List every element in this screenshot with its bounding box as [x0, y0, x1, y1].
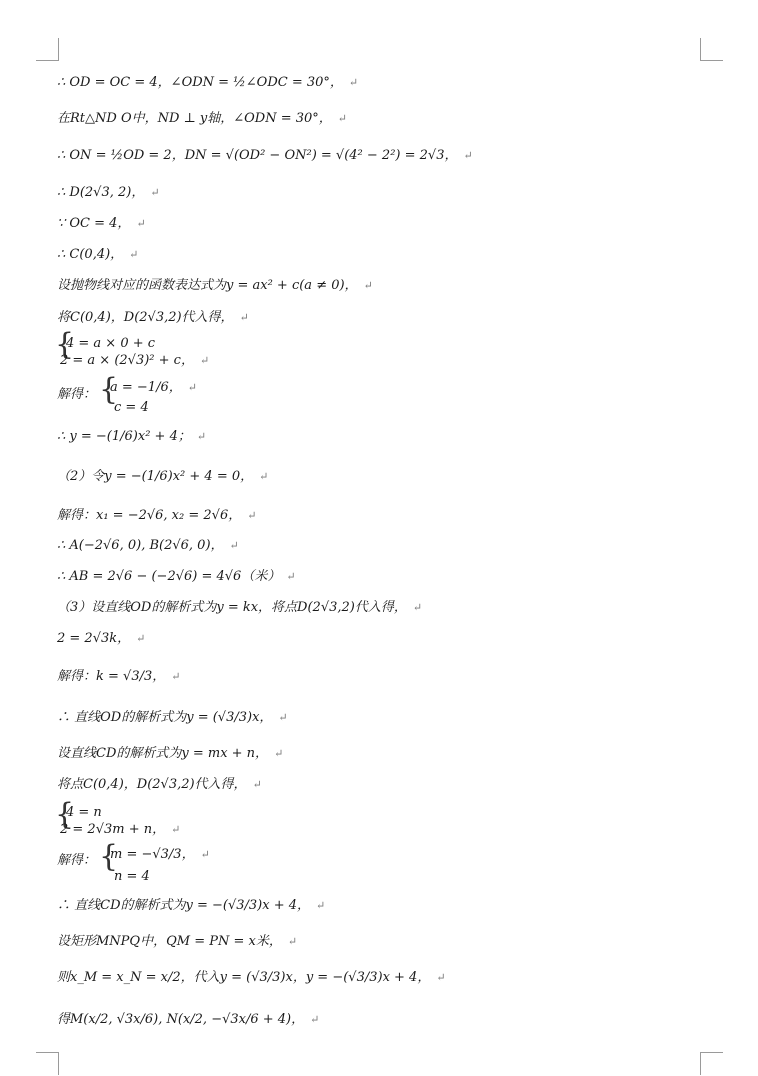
line-text: 在Rt△ND O中，ND ⊥ y轴，∠ODN = 30°， [57, 111, 332, 126]
equation-brace: { [55, 327, 75, 362]
text-line [57, 852, 96, 870]
line-text: ∴ 直线OD的解析式为y = (√3/3)x， [57, 710, 273, 725]
line-text: ∴ A(−2√6, 0), B(2√6, 0)， [57, 538, 224, 553]
text-line [57, 1011, 319, 1029]
paragraph-mark-icon: ↵ [278, 711, 288, 724]
line-text: ∴ AB = 2√6 − (−2√6) = 4√6（米） [57, 569, 281, 584]
paragraph-mark-icon: ↵ [150, 186, 160, 199]
text-line [57, 468, 268, 486]
equation-brace: { [99, 839, 119, 874]
line-text: 将点C(0,4)，D(2√3,2)代入得， [57, 777, 247, 792]
text-line [57, 969, 446, 987]
paragraph-mark-icon: ↵ [259, 470, 269, 483]
line-text: ∴ D(2√3, 2)， [57, 185, 145, 200]
text-line [57, 110, 347, 128]
paragraph-mark-icon: ↵ [171, 670, 181, 683]
text-line [57, 776, 262, 794]
text-line [57, 897, 325, 915]
paragraph-mark-icon: ↵ [187, 381, 197, 394]
paragraph-mark-icon: ↵ [171, 823, 181, 836]
line-text: ∴ y = −(1/6)x² + 4； [57, 429, 191, 444]
paragraph-mark-icon: ↵ [247, 509, 257, 522]
text-line [66, 335, 155, 353]
text-line [57, 668, 180, 686]
paragraph-mark-icon: ↵ [337, 112, 347, 125]
crop-mark-top-right [700, 38, 723, 61]
line-text: 则x_M = x_N = x/2，代入y = (√3/3)x，y = −(√3/3)x + 4， [57, 970, 431, 985]
line-text: 2 = 2√3k， [57, 631, 131, 646]
paragraph-mark-icon: ↵ [363, 279, 373, 292]
text-line [57, 215, 146, 233]
text-line [110, 846, 210, 864]
text-line [57, 745, 283, 763]
text-line [57, 507, 256, 525]
text-line [57, 537, 239, 555]
paragraph-mark-icon: ↵ [310, 1013, 320, 1026]
text-line [57, 709, 288, 727]
line-text: ∴ C(0,4)， [57, 247, 124, 262]
paragraph-mark-icon: ↵ [136, 217, 146, 230]
line-text: （2）令y = −(1/6)x² + 4 = 0， [57, 469, 254, 484]
line-text: a = −1/6， [110, 380, 182, 395]
line-text: 将C(0,4)，D(2√3,2)代入得， [57, 310, 234, 325]
text-line [57, 147, 473, 165]
line-text: m = −√3/3， [110, 847, 195, 862]
line-text: ∵ OC = 4， [57, 216, 131, 231]
line-text: 设矩形MNPQ中，QM = PN = x米， [57, 934, 282, 949]
paragraph-mark-icon: ↵ [316, 899, 326, 912]
text-line [57, 386, 96, 404]
line-text: c = 4 [114, 400, 149, 415]
line-text: 4 = a × 0 + c [66, 336, 156, 351]
text-line [57, 568, 296, 586]
paragraph-mark-icon: ↵ [129, 248, 139, 261]
text-line [57, 309, 249, 327]
crop-mark-top-left [36, 38, 59, 61]
line-text: 解得：k = √3/3， [57, 669, 166, 684]
line-text: ∴ 直线CD的解析式为y = −(√3/3)x + 4， [57, 898, 311, 913]
paragraph-mark-icon: ↵ [252, 778, 262, 791]
line-text: （3）设直线OD的解析式为y = kx，将点D(2√3,2)代入得， [57, 600, 407, 615]
text-line [57, 428, 206, 446]
text-line [110, 379, 197, 397]
line-text: 解得： [57, 853, 97, 868]
paragraph-mark-icon: ↵ [196, 430, 207, 443]
text-line [57, 933, 297, 951]
line-text: 解得： [57, 387, 97, 402]
text-line [57, 246, 138, 264]
text-line [57, 184, 160, 202]
line-text: 设抛物线对应的函数表达式为y = ax² + c(a ≠ 0)， [57, 278, 358, 293]
paragraph-mark-icon: ↵ [463, 149, 473, 162]
paragraph-mark-icon: ↵ [287, 935, 298, 948]
line-text: 设直线CD的解析式为y = mx + n， [57, 746, 269, 761]
text-line [66, 804, 102, 822]
line-text: ∴ ON = ½OD = 2，DN = √(OD² − ON²) = √(4² − 2²) = 2√3， [57, 148, 458, 163]
text-line [57, 630, 145, 648]
text-line [114, 399, 149, 417]
line-text: 得M(x/2, √3x/6), N(x/2, −√3x/6 + 4)， [57, 1012, 305, 1027]
equation-brace: { [99, 372, 119, 407]
paragraph-mark-icon: ↵ [239, 311, 249, 324]
paragraph-mark-icon: ↵ [286, 570, 296, 583]
paragraph-mark-icon: ↵ [200, 848, 210, 861]
line-text: 2 = 2√3m + n， [60, 822, 166, 837]
paragraph-mark-icon: ↵ [348, 76, 359, 89]
equation-brace: { [55, 797, 75, 832]
text-line [57, 74, 358, 92]
text-line [60, 352, 209, 370]
line-text: n = 4 [114, 869, 150, 884]
line-text: 解得：x₁ = −2√6, x₂ = 2√6， [57, 508, 242, 523]
line-text: ∴ OD = OC = 4，∠ODN = ½∠ODC = 30°， [57, 75, 343, 90]
text-line [114, 868, 150, 886]
paragraph-mark-icon: ↵ [136, 632, 146, 645]
paragraph-mark-icon: ↵ [412, 601, 423, 614]
text-line [57, 599, 422, 617]
text-line [57, 277, 373, 295]
paragraph-mark-icon: ↵ [199, 354, 210, 367]
line-text: 2 = a × (2√3)² + c， [60, 353, 194, 368]
paragraph-mark-icon: ↵ [436, 971, 446, 984]
text-line [60, 821, 180, 839]
crop-mark-bottom-left [36, 1052, 59, 1075]
line-text: 4 = n [66, 805, 102, 820]
paragraph-mark-icon: ↵ [229, 539, 239, 552]
paragraph-mark-icon: ↵ [274, 747, 284, 760]
crop-mark-bottom-right [700, 1052, 723, 1075]
